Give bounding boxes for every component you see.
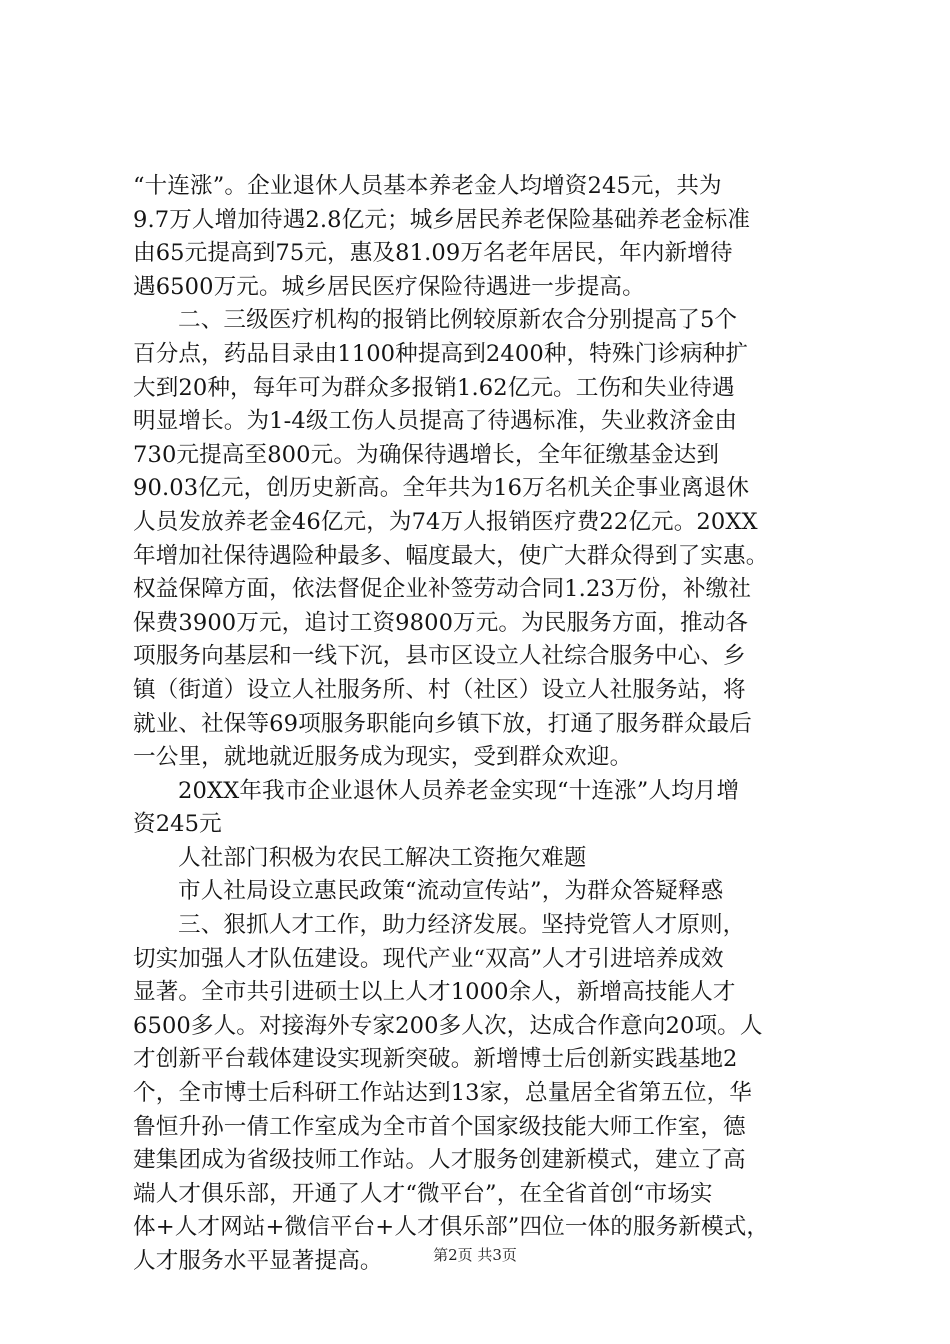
text-line: 保费3900万元，追讨工资9800万元。为民服务方面，推动各 <box>133 609 749 636</box>
text-line: 镇（街道）设立人社服务所、村（社区）设立人社服务站，将 <box>133 676 746 703</box>
text-line: 一公里，就地就近服务成为现实，受到群众欢迎。 <box>133 744 633 771</box>
text-line: 个，全市博士后科研工作站达到13家，总量居全省第五位，华 <box>133 1080 752 1107</box>
text-line: 90.03亿元，创历史新高。全年共为16万名机关企事业离退休 <box>133 475 750 502</box>
text-line: 大到20种，每年可为群众多报销1.62亿元。工伤和失业待遇 <box>133 374 735 401</box>
text-line: 显著。全市共引进硕士以上人才1000余人，新增高技能人才 <box>133 979 736 1006</box>
text-line: 体+人才网站+微信平台+人才俱乐部”四位一体的服务新模式， <box>133 1214 770 1241</box>
text-line: 明显增长。为1-4级工伤人员提高了待遇标准，失业救济金由 <box>133 408 738 435</box>
text-line: 遇6500万元。城乡居民医疗保险待遇进一步提高。 <box>133 273 645 300</box>
text-line: 市人社局设立惠民政策“流动宣传站”，为群众答疑释惑 <box>178 878 724 905</box>
text-line: 权益保障方面，依法督促企业补签劳动合同1.23万份，补缴社 <box>133 576 752 603</box>
text-line: 就业、社保等69项服务职能向乡镇下放，打通了服务群众最后 <box>133 710 752 737</box>
text-line: 20XX年我市企业退休人员养老金实现“十连涨”人均月增 <box>178 777 740 804</box>
text-line: 资245元 <box>133 811 222 838</box>
text-line: 建集团成为省级技师工作站。人才服务创建新模式，建立了高 <box>133 1147 746 1174</box>
text-line: “十连涨”。企业退休人员基本养老金人均增资245元，共为 <box>133 173 722 199</box>
text-line: 切实加强人才队伍建设。现代产业“双高”人才引进培养成效 <box>133 945 724 972</box>
text-line: 人员发放养老金46亿元，为74万人报销医疗费22亿元。20XX <box>133 508 758 535</box>
text-line: 由65元提高到75元，惠及81.09万名老年居民，年内新增待 <box>133 240 733 267</box>
document-body <box>133 170 833 1279</box>
text-line: 三、狠抓人才工作，助力经济发展。坚持党管人才原则， <box>178 912 746 939</box>
text-line: 9.7万人增加待遇2.8亿元；城乡居民养老保险基础养老金标准 <box>133 206 751 233</box>
text-line: 项服务向基层和一线下沉，县市区设立人社综合服务中心、乡 <box>133 643 746 670</box>
text-line: 人才服务水平显著提高。 <box>133 1248 383 1274</box>
text-line: 年增加社保待遇险种最多、幅度最大，使广大群众得到了实惠。 <box>133 542 769 569</box>
text-line: 端人才俱乐部，开通了人才“微平台”，在全省首创“市场实 <box>133 1180 713 1207</box>
page-footer: 第2页 共3页 <box>433 1246 517 1264</box>
text-line: 二、三级医疗机构的报销比例较原新农合分别提高了5个 <box>178 307 738 334</box>
text-line: 百分点，药品目录由1100种提高到2400种，特殊门诊病种扩 <box>133 340 749 367</box>
text-line: 人社部门积极为农民工解决工资拖欠难题 <box>178 844 587 871</box>
text-line: 才创新平台载体建设实现新突破。新增博士后创新实践基地2 <box>133 1046 738 1073</box>
text-line: 730元提高至800元。为确保待遇增长，全年征缴基金达到 <box>133 441 720 468</box>
text-line: 鲁恒升孙一倩工作室成为全市首个国家级技能大师工作室，德 <box>133 1113 746 1140</box>
text-line: 6500多人。对接海外专家200多人次，达成合作意向20项。人 <box>133 1012 763 1039</box>
